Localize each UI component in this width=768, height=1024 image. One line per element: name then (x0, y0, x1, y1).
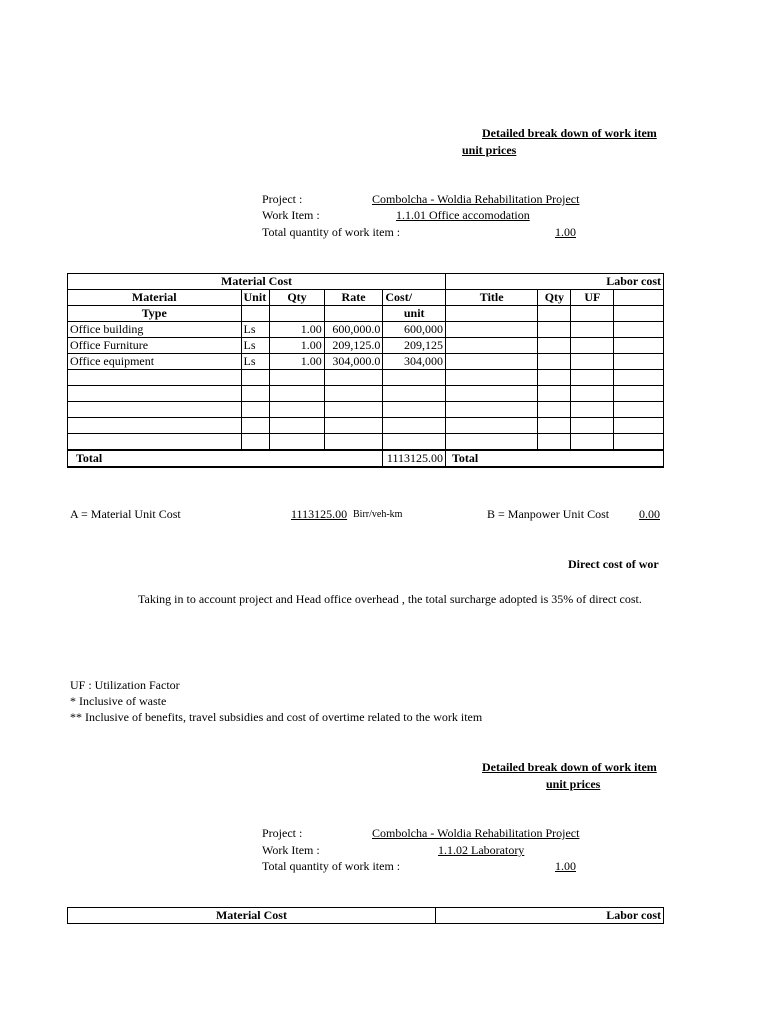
col-qty: Qty (270, 290, 324, 306)
total-label: Total (68, 450, 383, 467)
work-item-label-2: Work Item : (262, 843, 320, 857)
col-material-type: Material (68, 290, 242, 306)
project-value: Combolcha - Woldia Rehabilitation Project (372, 192, 580, 206)
table-row (68, 354, 664, 370)
qty-cell: 1.00 (270, 354, 324, 370)
note-uf: UF : Utilization Factor (70, 678, 180, 692)
col-rate: Rate (324, 290, 383, 306)
col-cost: Cost/ (383, 290, 446, 306)
labor-cost-header-2: Labor cost (435, 908, 663, 924)
rate-cell: 304,000.0 (324, 354, 383, 370)
table-row-empty (68, 386, 664, 402)
col-title: Title (446, 290, 538, 306)
table-row (68, 322, 664, 338)
project-label-2: Project : (262, 826, 303, 840)
material-unit-cost-label: A = Material Unit Cost (70, 507, 181, 521)
table-row-empty (68, 370, 664, 386)
quantity-value: 1.00 (555, 225, 576, 239)
material-type-cell: Office Furniture (68, 338, 242, 354)
unit-cell: Ls (241, 338, 270, 354)
cost-breakdown-table (67, 273, 664, 468)
material-type-cell: Office equipment (68, 354, 242, 370)
col-labor-qty: Qty (538, 290, 571, 306)
cost-cell: 304,000 (383, 354, 446, 370)
qty-cell: 1.00 (270, 322, 324, 338)
total-value: 1113125.00 (383, 450, 446, 467)
work-item-label: Work Item : (262, 208, 320, 222)
material-unit-cost-value: 1113125.00 (291, 507, 348, 521)
cost-cell: 600,000 (383, 322, 446, 338)
material-cost-header-2: Material Cost (68, 908, 436, 924)
manpower-unit-cost-value: 0.00 (639, 507, 660, 521)
quantity-value-2: 1.00 (555, 859, 576, 873)
project-value-2: Combolcha - Woldia Rehabilitation Project (372, 826, 580, 840)
section1-heading: Detailed break down of work item (482, 126, 657, 140)
rate-cell: 209,125.0 (324, 338, 383, 354)
qty-cell: 1.00 (270, 338, 324, 354)
unit-cell: Ls (241, 322, 270, 338)
surcharge-note: Taking in to account project and Head office overhead , the total surcharge adopted is 35% of direct cost. (138, 592, 642, 606)
material-cost-header: Material Cost (68, 274, 446, 290)
material-unit-cost-unit: Birr/veh-km (353, 509, 403, 520)
rate-cell: 600,000.0 (324, 322, 383, 338)
direct-cost-label: Direct cost of wor (568, 557, 659, 571)
material-type-cell: Office building (68, 322, 242, 338)
labor-total-label: Total (446, 450, 664, 467)
section2-heading: Detailed break down of work item (482, 760, 657, 774)
cost-cell: 209,125 (383, 338, 446, 354)
quantity-label: Total quantity of work item : (262, 225, 401, 239)
labor-cost-header: Labor cost (446, 274, 664, 290)
note-benefits: ** Inclusive of benefits, travel subsidies and cost of overtime related to the work item (70, 710, 483, 724)
table-row-empty (68, 434, 664, 451)
work-item-value-2: 1.1.02 Laboratory (438, 843, 525, 857)
col-material-type-2: Type (68, 306, 242, 322)
total-row (68, 450, 664, 467)
note-waste: * Inclusive of waste (70, 694, 167, 708)
section2-subheading: unit prices (546, 777, 601, 791)
project-label: Project : (262, 192, 303, 206)
unit-cell: Ls (241, 354, 270, 370)
work-item-value: 1.1.01 Office accomodation (396, 208, 530, 222)
table-row-empty (68, 402, 664, 418)
col-unit: Unit (241, 290, 270, 306)
quantity-label-2: Total quantity of work item : (262, 859, 401, 873)
manpower-unit-cost-label: B = Manpower Unit Cost (487, 507, 610, 521)
cost-breakdown-table-2 (67, 907, 664, 924)
col-cost-2: unit (383, 306, 446, 322)
table-row-empty (68, 418, 664, 434)
section1-subheading: unit prices (462, 143, 517, 157)
table-row (68, 338, 664, 354)
col-uf: UF (571, 290, 614, 306)
